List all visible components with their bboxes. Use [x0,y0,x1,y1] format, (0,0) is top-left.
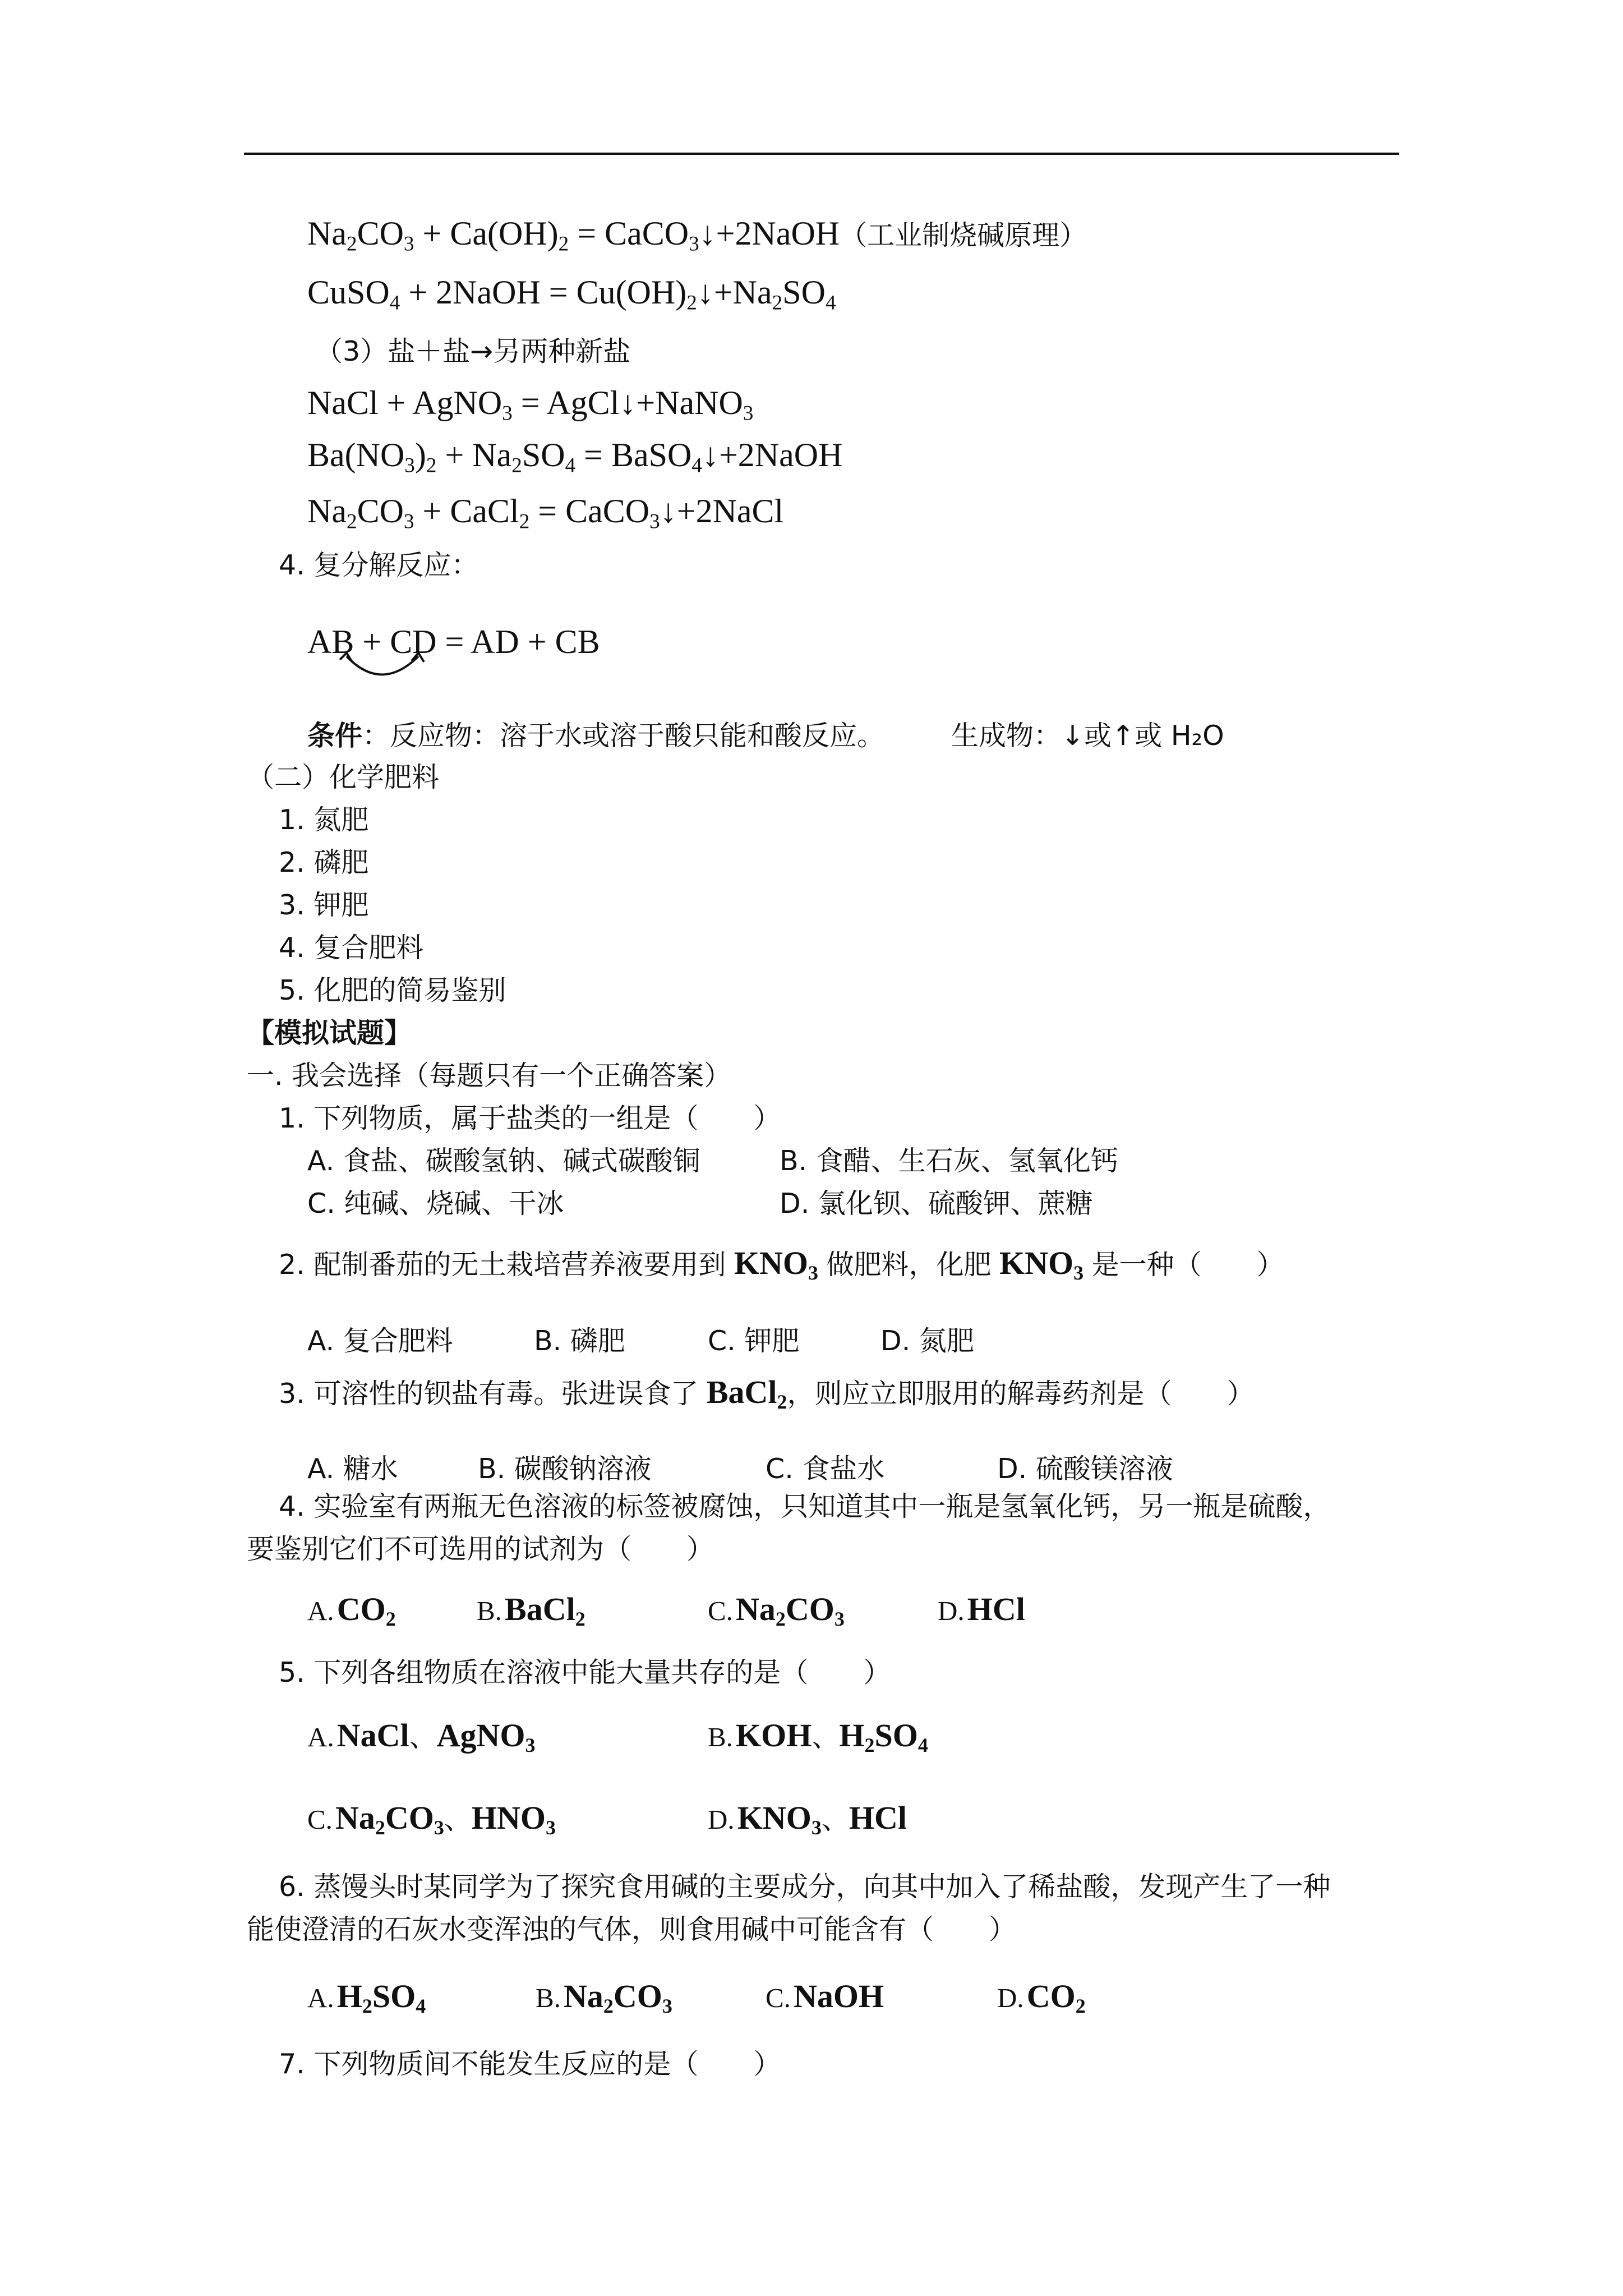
condition-text: ：反应物：溶于水或溶于酸只能和酸反应。 [362,720,885,752]
fertilizer-item: 5. 化肥的简易鉴别 [279,974,506,1006]
q5-option-b: B. KOH、$H_2SO_4$ [708,1717,928,1757]
q6-option-b: B. $Na_2CO_3$ [536,1978,672,2018]
option-label: D. [938,1595,965,1626]
equation-na2co3-cacl2: $Na_2CO_3$ + CaCl$_2$ = CaCO$_3$↓+2NaCl [307,493,784,533]
header-rule [244,153,1399,155]
question-3: 3. 可溶性的钡盐有毒。张进误食了 BaCl$_2$，则应立即服用的解毒药剂是（ ） [279,1374,1255,1414]
q2-text-2: 做肥料，化肥 [826,1249,992,1281]
option-label: B. [477,1595,502,1626]
option-label: A. [307,1722,334,1752]
q3-option-d: D. 硫酸镁溶液 [997,1453,1173,1485]
question-2: 2. 配制番茄的无土栽培营养液要用到 $KNO_3$ 做肥料，化肥 $KNO_3$ 是一种（ ） [279,1245,1284,1285]
metathesis-formula: AB + CD = AD + CB [307,623,600,660]
option-label: C. [766,1982,791,2013]
q4-option-a: A. $CO_2$ [307,1591,396,1631]
q2-text-1: 2. 配制番茄的无土栽培营养液要用到 [279,1249,726,1281]
q2-option-c: C. 钾肥 [708,1325,800,1357]
item4-heading: 4. 复分解反应： [279,549,479,581]
q4-option-b: B. BaCl$_2$ [477,1591,585,1631]
q2-option-d: D. 氮肥 [880,1325,974,1357]
equation-bano32-na2so4: $Ba(NO_3)_2 + Na_2SO_4$ = BaSO$_4$↓+2NaOH [307,436,843,477]
option-label: A. [307,1982,334,2013]
q1-option-a: A. 食盐、碳酸氢钠、碱式碳酸铜 [307,1145,700,1177]
question-5: 5. 下列各组物质在溶液中能大量共存的是（ ） [279,1657,891,1688]
q2-text-3: 是一种（ ） [1091,1249,1284,1281]
mock-test-heading: 【模拟试题】 [247,1017,412,1049]
q1-option-b: B. 食醋、生石灰、氢氧化钙 [780,1145,1118,1177]
option-label: A. [307,1595,334,1626]
equation-note: （工业制烧碱原理） [840,219,1087,251]
condition-line [307,719,884,753]
q2-option-a: A. 复合肥料 [307,1325,453,1357]
fertilizer-item: 4. 复合肥料 [279,932,424,964]
q3-text-2: ，则应立即服用的解毒药剂是（ ） [787,1378,1255,1410]
question-4-line1: 4. 实验室有两瓶无色溶液的标签被腐蚀，只知道其中一瓶是氢氧化钙，另一瓶是硫酸， [279,1490,1331,1522]
q6-option-d: D. $CO_2$ [997,1978,1086,2018]
q1-option-d: D. 氯化钡、硫酸钾、蔗糖 [780,1188,1093,1220]
question-1: 1. 下列物质，属于盐类的一组是（ ） [279,1102,781,1134]
equation-nacl-agno3: NaCl + AgNO$_3$ = AgCl↓+NaNO$_3$ [307,384,754,425]
q5-option-a: A. NaCl、AgNO$_3$ [307,1717,536,1757]
equation-cuso4-naoh: CuSO$_4$ + 2NaOH = $Cu(OH)_2↓+Na_2SO_4$ [307,274,836,315]
q6-option-a: A. $H_2SO_4$ [307,1978,426,2018]
salt-salt-heading: （3）盐＋盐→另两种新盐 [315,335,631,367]
question-4-line2: 要鉴别它们不可选用的试剂为（ ） [247,1533,714,1565]
q3-option-c: C. 食盐水 [766,1453,885,1485]
option-label: B. [536,1982,561,2013]
q6-option-c: C. NaOH [766,1978,884,2014]
q5-option-c: C. $Na_2CO_3$、$HNO_3$ [307,1800,556,1839]
option-label: C. [307,1804,333,1835]
equation-naco3-caoh2: $Na_2CO_3 + Ca(OH)_2$ = CaCO$_3$↓+2NaOH（工业制烧碱原理） [307,215,1087,256]
q2-option-b: B. 磷肥 [534,1325,625,1357]
condition-label: 条件 [307,720,363,752]
fertilizer-heading: （二）化学肥料 [247,761,440,793]
q4-option-d: D. HCl [938,1591,1025,1627]
q4-option-c: C. $Na_2CO_3$ [708,1591,845,1631]
option-label: B. [708,1722,733,1752]
exchange-arc-icon [336,651,437,690]
question-7: 7. 下列物质间不能发生反应的是（ ） [279,2048,781,2080]
q5-option-d: D. $KNO_3$、HCl [708,1800,907,1839]
option-label: D. [997,1982,1024,2013]
product-text: 生成物：↓或↑或 H₂O [951,720,1224,752]
q3-option-a: A. 糖水 [307,1453,398,1485]
q3-text-1: 3. 可溶性的钡盐有毒。张进误食了 [279,1378,699,1410]
fertilizer-item: 2. 磷肥 [279,846,369,878]
option-label: D. [708,1804,735,1835]
fertilizer-item: 1. 氮肥 [279,804,369,836]
q1-option-c: C. 纯碱、烧碱、干冰 [307,1188,564,1220]
question-6-line1: 6. 蒸馒头时某同学为了探究食用碱的主要成分，向其中加入了稀盐酸，发现产生了一种 [279,1871,1331,1903]
section1-heading: 一. 我会选择（每题只有一个正确答案） [247,1060,732,1092]
fertilizer-item: 3. 钾肥 [279,889,369,921]
option-label: C. [708,1595,733,1626]
q3-option-b: B. 碳酸钠溶液 [478,1453,652,1485]
question-6-line2: 能使澄清的石灰水变浑浊的气体，则食用碱中可能含有（ ） [247,1913,1017,1945]
